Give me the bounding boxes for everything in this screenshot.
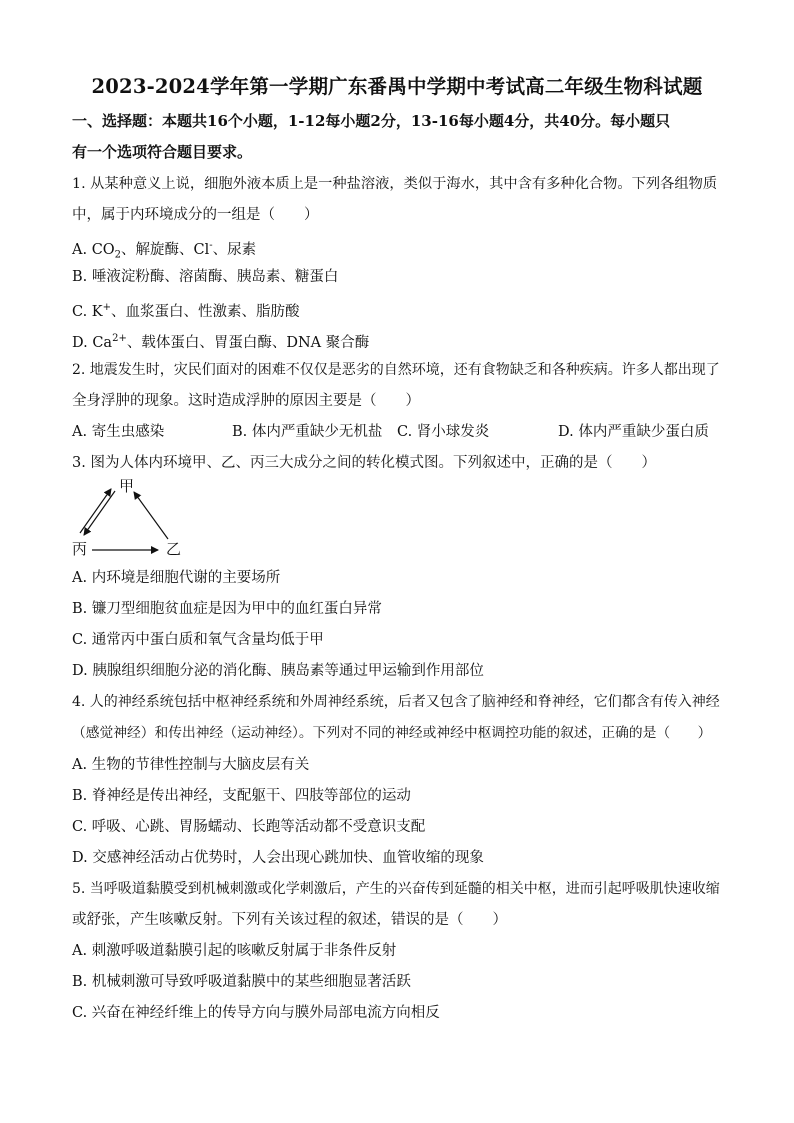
q2-stem-line-1: 2. 地震发生时，灾民们面对的困难不仅仅是恶劣的自然环境，还有食物缺乏和各种疾病。许多人都出现了	[72, 362, 720, 378]
q3-diagram-label-yi: 乙	[166, 540, 182, 558]
q1-option-a-sup: -	[209, 240, 213, 251]
q3-diagram-label-jia: 甲	[119, 477, 135, 495]
q4-stem-line-2: （感觉神经）和传出神经（运动神经）。下列对不同的神经或神经中枢调控功能的叙述，正确的是（ ）	[72, 725, 712, 741]
q1-option-a-mid: 、解旋酶、Cl	[121, 241, 210, 258]
q5-stem-line-1: 5. 当呼吸道黏膜受到机械刺激或化学刺激后，产生的兴奋传到延髓的相关中枢，进而引起呼吸肌快速收缩	[72, 881, 720, 897]
q1-option-d	[72, 329, 369, 353]
section-heading-line-1: 一、选择题：本题共16个小题，1-12每小题2分，13-16每小题4分，共40分。每小题只	[72, 112, 671, 130]
q1-stem-line-2: 中，属于内环境成分的一组是（ ）	[72, 207, 319, 223]
section-heading-line-2: 有一个选项符合题目要求。	[72, 143, 253, 161]
q4-option-c: C. 呼吸、心跳、胃肠蠕动、长跑等活动都不受意识支配	[72, 819, 426, 835]
q3-stem: 3. 图为人体内环境甲、乙、丙三大成分之间的转化模式图。下列叙述中，正确的是（ ）	[72, 455, 656, 471]
q1-option-d-post: 、载体蛋白、胃蛋白酶、DNA 聚合酶	[126, 334, 370, 351]
q4-option-d: D. 交感神经活动占优势时，人会出现心跳加快、血管收缩的现象	[72, 850, 484, 866]
q3-option-c: C. 通常丙中蛋白质和氧气含量均低于甲	[72, 632, 324, 648]
q3-option-a: A. 内环境是细胞代谢的主要场所	[72, 570, 281, 586]
q2-option-c: C. 肾小球发炎	[397, 424, 490, 440]
q5-stem-line-2: 或舒张，产生咳嗽反射。下列有关该过程的叙述，错误的是（ ）	[72, 912, 507, 928]
q3-conversion-diagram	[70, 475, 200, 560]
q1-option-c	[72, 298, 300, 322]
q1-option-d-sup: 2+	[112, 333, 127, 344]
q1-option-a	[72, 236, 256, 266]
q2-stem-line-2: 全身浮肿的现象。这时造成浮肿的原因主要是（ ）	[72, 393, 420, 409]
q2-option-d: D. 体内严重缺少蛋白质	[558, 424, 709, 440]
arrow-yi-to-jia	[134, 492, 168, 539]
q1-option-c-sup: +	[102, 302, 112, 313]
q2-option-a: A. 寄生虫感染	[72, 424, 165, 440]
exam-title: 2023-2024学年第一学期广东番禺中学期中考试高二年级生物科试题	[91, 75, 703, 98]
q1-option-a-post: 、尿素	[212, 241, 257, 258]
q2-option-b: B. 体内严重缺少无机盐	[232, 424, 383, 440]
q1-option-c-post: 、血浆蛋白、性激素、脂肪酸	[111, 303, 300, 320]
q5-option-a: A. 刺激呼吸道黏膜引起的咳嗽反射属于非条件反射	[72, 943, 397, 959]
q3-option-b: B. 镰刀型细胞贫血症是因为甲中的血红蛋白异常	[72, 601, 382, 617]
q4-option-b: B. 脊神经是传出神经，支配躯干、四肢等部位的运动	[72, 788, 411, 804]
q1-stem-line-1: 1. 从某种意义上说，细胞外液本质上是一种盐溶液，类似于海水，其中含有多种化合物。下列各组物质	[72, 176, 718, 192]
q1-option-c-pre: C. K	[72, 303, 103, 320]
q1-option-a-pre: A. CO	[72, 241, 115, 258]
q1-option-d-pre: D. Ca	[72, 334, 113, 351]
q3-option-d: D. 胰腺组织细胞分泌的消化酶、胰岛素等通过甲运输到作用部位	[72, 663, 484, 679]
q4-stem-line-1: 4. 人的神经系统包括中枢神经系统和外周神经系统，后者又包含了脑神经和脊神经，它们都含有传入神经	[72, 694, 720, 710]
arrow-jia-to-bing	[84, 491, 115, 535]
q1-option-a-sub: 2	[114, 249, 122, 261]
section-heading	[72, 106, 722, 168]
q5-option-b: B. 机械刺激可导致呼吸道黏膜中的某些细胞显著活跃	[72, 974, 411, 990]
q1-option-b: B. 唾液淀粉酶、溶菌酶、胰岛素、糖蛋白	[72, 269, 339, 285]
q3-diagram-label-bing: 丙	[72, 540, 88, 558]
q4-option-a: A. 生物的节律性控制与大脑皮层有关	[72, 757, 310, 773]
arrow-bing-to-jia	[80, 489, 111, 533]
q5-option-c: C. 兴奋在神经纤维上的传导方向与膜外局部电流方向相反	[72, 1005, 440, 1021]
